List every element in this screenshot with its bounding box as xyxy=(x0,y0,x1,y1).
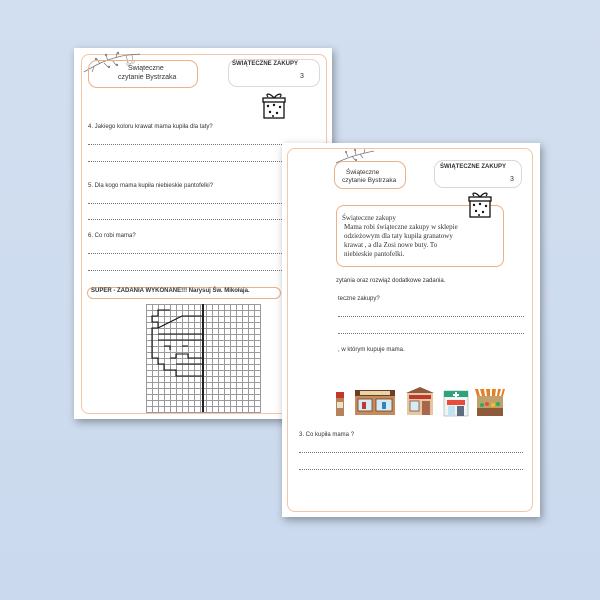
page-number: 3 xyxy=(300,73,304,80)
question-4: 4. Jakiego koloru krawat mama kupiła dla taty? xyxy=(88,124,213,130)
story-title: Świąteczne zakupy xyxy=(342,214,396,222)
instruction-text: zytania oraz rozwiąż dodatkowe zadania. xyxy=(336,278,446,284)
clothing-shop-icon[interactable] xyxy=(354,388,396,416)
topic-tag: ŚWIĄTECZNE ZAKUPY xyxy=(440,164,506,170)
answer-line[interactable] xyxy=(338,333,524,334)
pharmacy-icon[interactable] xyxy=(442,387,470,417)
title-line-2: czytanie Bystrzaka xyxy=(342,177,397,184)
market-stall-icon[interactable] xyxy=(474,385,506,417)
answer-line[interactable] xyxy=(338,316,524,317)
question-2: , w którym kupuje mama. xyxy=(338,347,405,353)
topic-tag: ŚWIĄTECZNE ZAKUPY xyxy=(232,61,298,67)
super-task-label: SUPER - ZADANIA WYKONANE!!! Narysuj Św. Mikołaja. xyxy=(91,288,250,294)
santa-half-icon xyxy=(146,304,206,412)
shop-icon[interactable] xyxy=(336,390,344,416)
shoe-shop-icon[interactable] xyxy=(404,385,436,417)
question-6: 6. Co robi mama? xyxy=(88,233,136,239)
answer-line[interactable] xyxy=(299,452,523,453)
story-line: niebieskie pantofelki. xyxy=(344,250,405,258)
page-frame xyxy=(287,148,533,512)
title-line-1: Świąteczne xyxy=(128,65,164,72)
page-number: 3 xyxy=(510,176,514,183)
story-line: odzieżowym dla taty kupiła granatowy xyxy=(344,232,453,240)
gift-icon xyxy=(468,191,492,219)
story-line: Mama robi świąteczne zakupy w sklepie xyxy=(344,223,458,231)
worksheet-right xyxy=(282,143,540,517)
title-line-1: Świąteczne xyxy=(346,169,380,176)
question-3: 3. Co kupiła mama ? xyxy=(299,432,355,438)
gift-icon xyxy=(262,92,286,120)
question-1: teczne zakupy? xyxy=(338,296,380,302)
title-line-2: czytanie Bystrzaka xyxy=(118,74,177,81)
story-line: krawat , a dla Zosi nowe buty. To xyxy=(344,241,438,249)
question-5: 5. Dla kogo mama kupiła niebieskie pantofelki? xyxy=(88,183,214,189)
answer-line[interactable] xyxy=(299,469,523,470)
